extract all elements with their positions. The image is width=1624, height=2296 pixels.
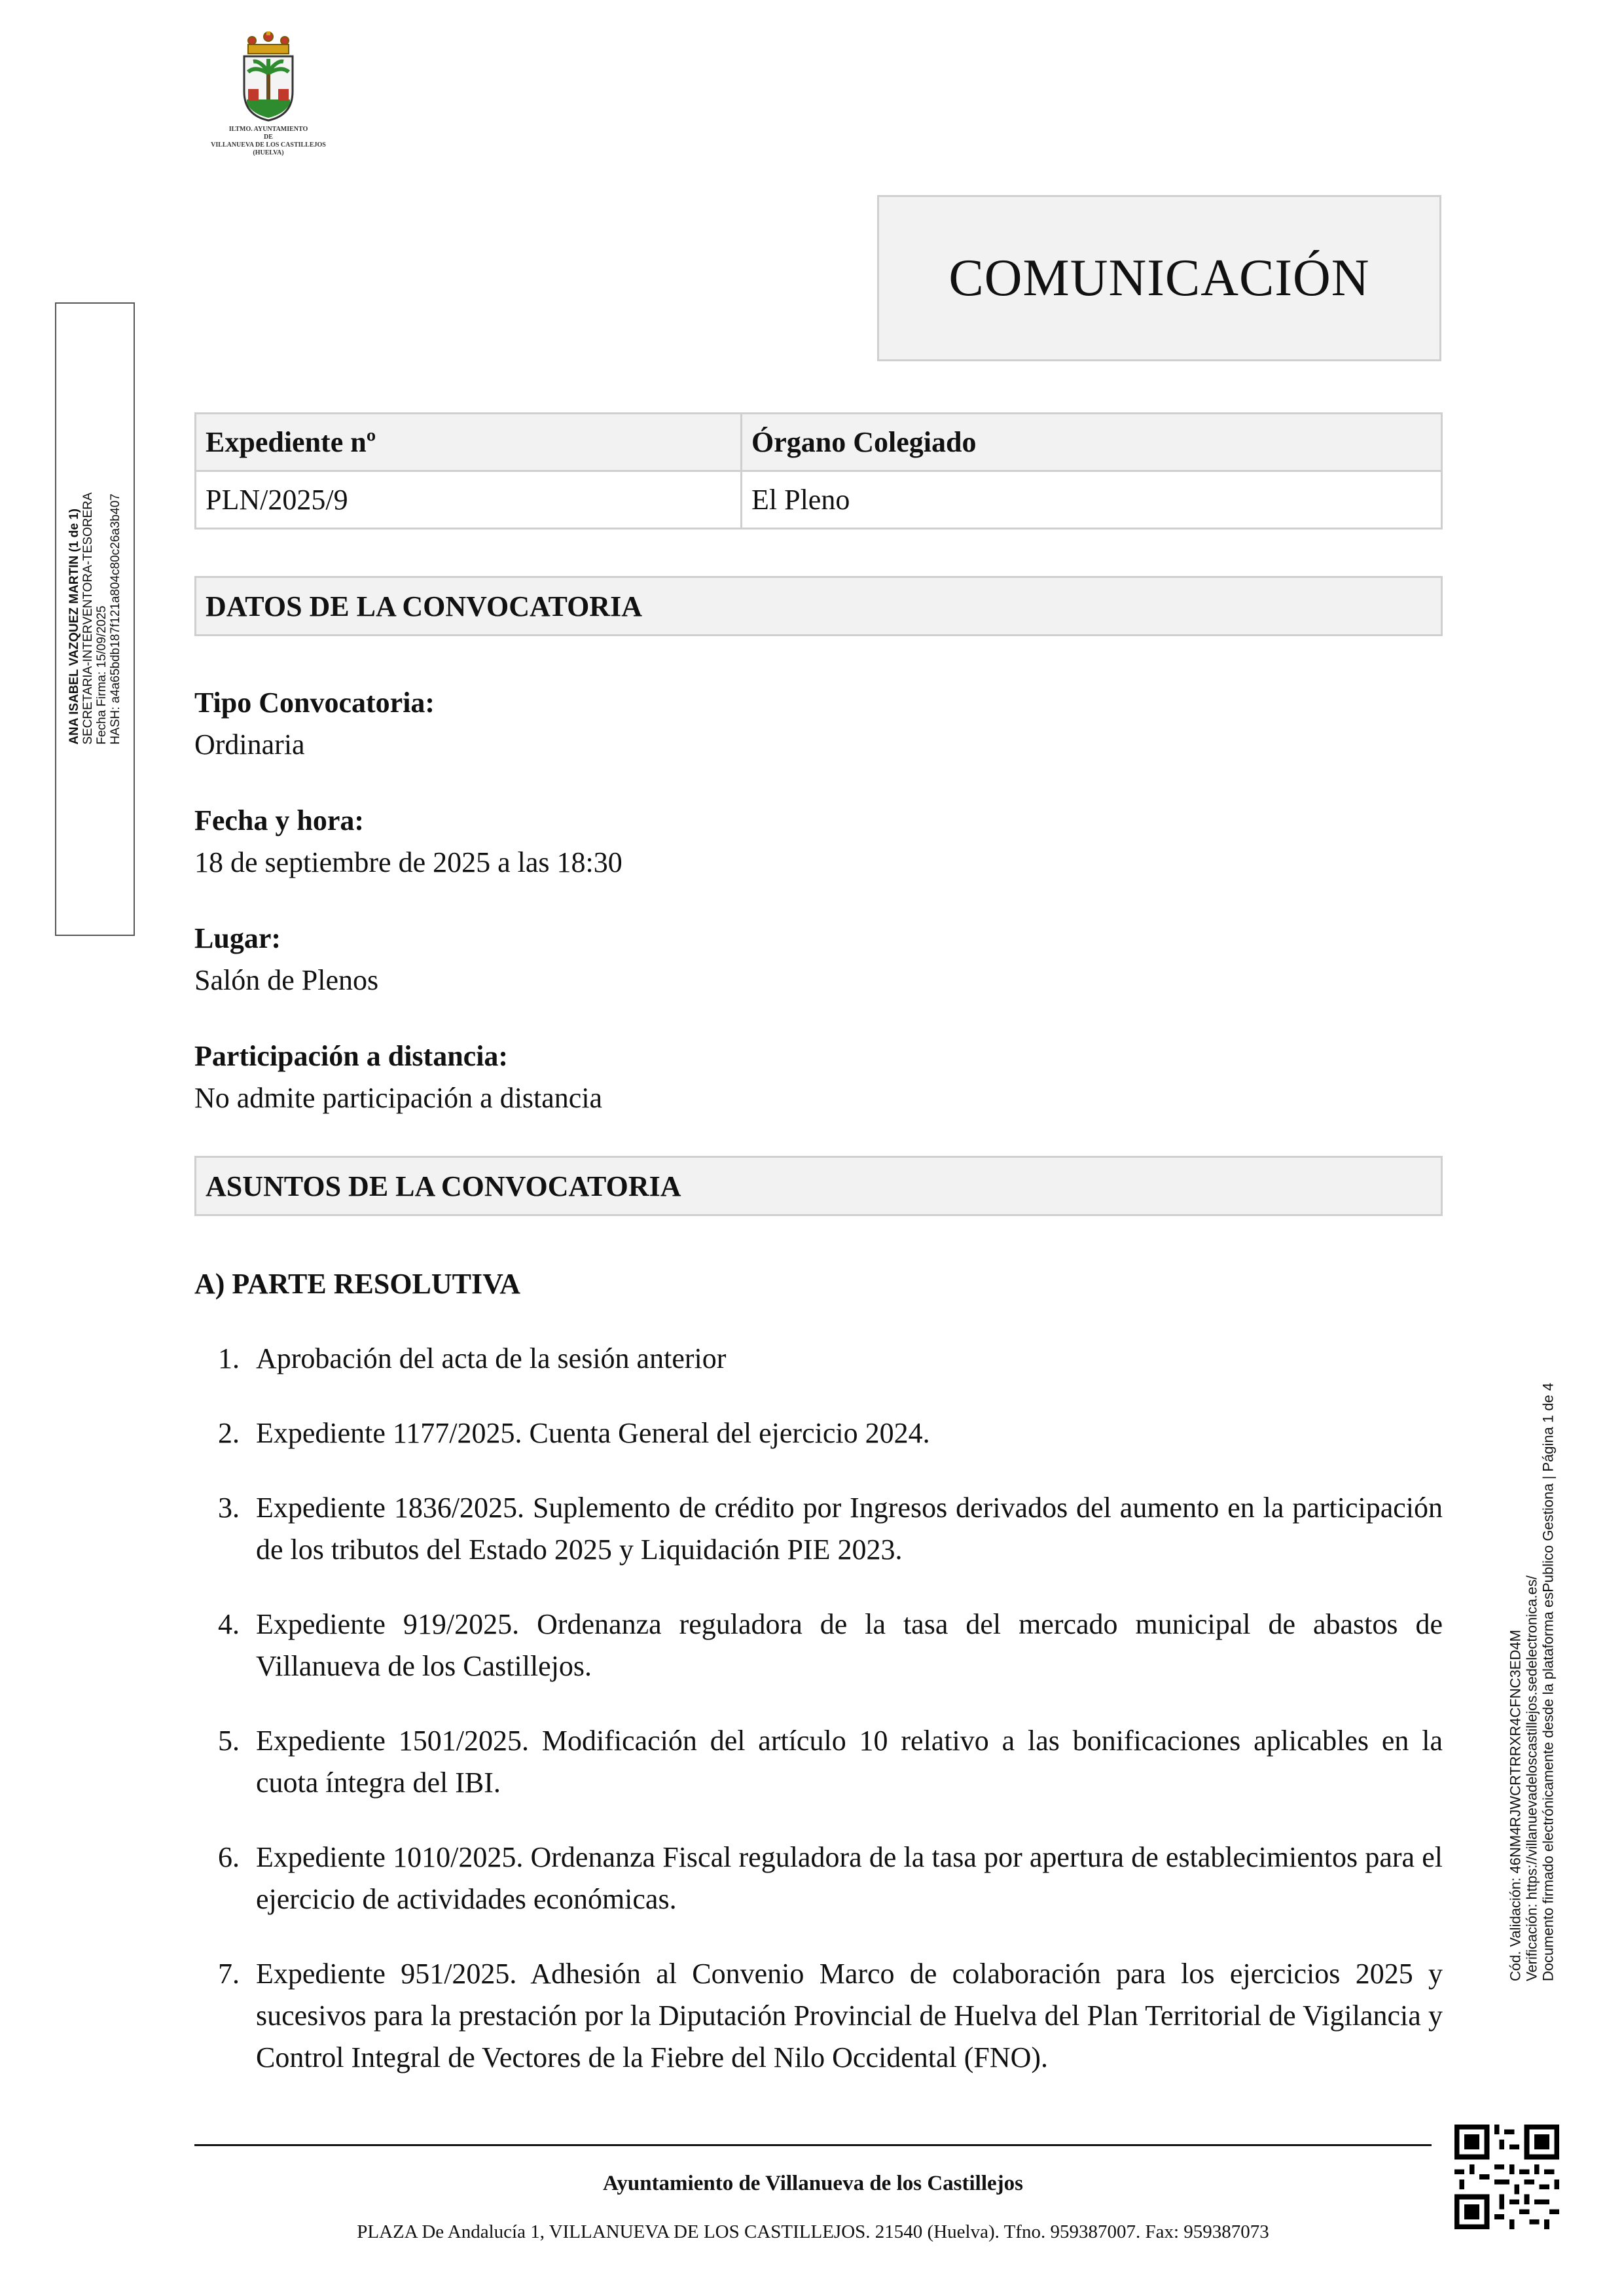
lugar-label: Lugar: [194,922,281,954]
fecha-value: 18 de septiembre de 2025 a las 18:30 [194,846,623,878]
tipo-field [194,682,435,766]
list-item [194,1837,1443,1920]
participacion-label: Participación a distancia: [194,1040,509,1072]
list-item [194,1604,1443,1687]
item-text: Expediente 919/2025. Ordenanza reguladora de la tasa del mercado municipal de abastos de Villanueva de los Castillejos. [256,1608,1443,1682]
item-text: Aprobación del acta de la sesión anterior [256,1342,727,1374]
item-number: 5. [218,1725,240,1757]
tipo-label: Tipo Convocatoria: [194,687,435,719]
list-item [194,1720,1443,1804]
list-item [194,1487,1443,1571]
participacion-field [194,1035,602,1119]
logo-text-line: DE [264,134,273,141]
tipo-value: Ordinaria [194,728,305,761]
table-header-row [196,414,1442,471]
lugar-field [194,918,378,1001]
logo-text-line: ILTMO. AYUNTAMIENTO [228,126,308,133]
signature-line: ANA ISABEL VAZQUEZ MARTIN (1 de 1) [67,509,81,745]
logo-text-line: VILLANUEVA DE LOS CASTILLEJOS [211,141,326,149]
table-row [196,471,1442,529]
item-number: 4. [218,1608,240,1640]
qr-code-icon [1454,2125,1559,2229]
signature-text [67,492,122,744]
item-number: 7. [218,1958,240,1990]
expediente-value: PLN/2025/9 [196,471,742,529]
fecha-field [194,800,623,884]
logo-text [196,126,340,157]
lugar-value: Salón de Plenos [194,964,379,996]
asuntos-section-header: ASUNTOS DE LA CONVOCATORIA [194,1156,1443,1216]
item-text: Expediente 1010/2025. Ordenanza Fiscal reguladora de la tasa por apertura de establecimientos para el ejercicio de actividades económicas. [256,1841,1443,1915]
document-title: COMUNICACIÓN [877,195,1441,361]
asuntos-list [194,1338,1443,2111]
item-number: 1. [218,1342,240,1374]
coat-of-arms-icon [239,31,298,123]
item-number: 6. [218,1841,240,1873]
item-number: 3. [218,1492,240,1524]
municipal-logo [196,31,340,157]
footer-divider [194,2144,1432,2146]
signature-line: Fecha Firma: 15/09/2025 [95,605,109,745]
footer-organization: Ayuntamiento de Villanueva de los Castillejos [602,2172,1023,2195]
item-number: 2. [218,1417,240,1449]
list-item [194,1338,1443,1380]
signature-line: SECRETARIA-INTERVENTORA-TESORERA [81,492,95,745]
signature-line: HASH: a4a65bdb187f121a804c80c26a3b407 [109,493,122,745]
validation-url[interactable]: Verificación: https://villanuevadeloscastillejos.sedelectronica.es/ [1523,1575,1540,1982]
expediente-header: Expediente nº [196,414,742,471]
organo-value: El Pleno [742,471,1442,529]
participacion-value: No admite participación a distancia [194,1082,603,1114]
organo-header: Órgano Colegiado [742,414,1442,471]
list-item [194,1953,1443,2079]
expediente-table [194,412,1443,529]
item-text: Expediente 1501/2025. Modificación del artículo 10 relativo a las bonificaciones aplicables en la cuota íntegra del IBI. [256,1725,1443,1799]
item-text: Expediente 1836/2025. Suplemento de crédito por Ingresos derivados del aumento en la participación de los tributos del Estado 2025 y Liquidación PIE 2023. [256,1492,1443,1566]
fecha-label: Fecha y hora: [194,804,365,836]
list-item [194,1412,1443,1454]
validation-text [1507,1383,1557,1981]
item-text: Expediente 951/2025. Adhesión al Convenio Marco de colaboración para los ejercicios 2025 y sucesivos para la prestación por la Diputación Provincial de Huelva del Plan Territorial de Vigilancia y Control Integral de Vectores de la Fiebre del Nilo Occidental (FNO). [256,1958,1443,2073]
datos-section-header: DATOS DE LA CONVOCATORIA [194,576,1443,636]
footer-address: PLAZA De Andalucía 1, VILLANUEVA DE LOS CASTILLEJOS. 21540 (Huelva). Tfno. 959387007. Fax: 959387073 [357,2221,1269,2242]
logo-text-line: (HUELVA) [253,149,284,156]
validation-note: Documento firmado electrónicamente desde la plataforma esPublico Gestiona | Página 1 de 4 [1540,1382,1557,1982]
validation-code: Cód. Validación: 46NM4RJWCRTRRXR4CFNC3ED4M [1507,1630,1524,1982]
item-text: Expediente 1177/2025. Cuenta General del ejercicio 2024. [256,1417,930,1449]
parte-resolutiva-heading: A) PARTE RESOLUTIVA [194,1268,521,1300]
